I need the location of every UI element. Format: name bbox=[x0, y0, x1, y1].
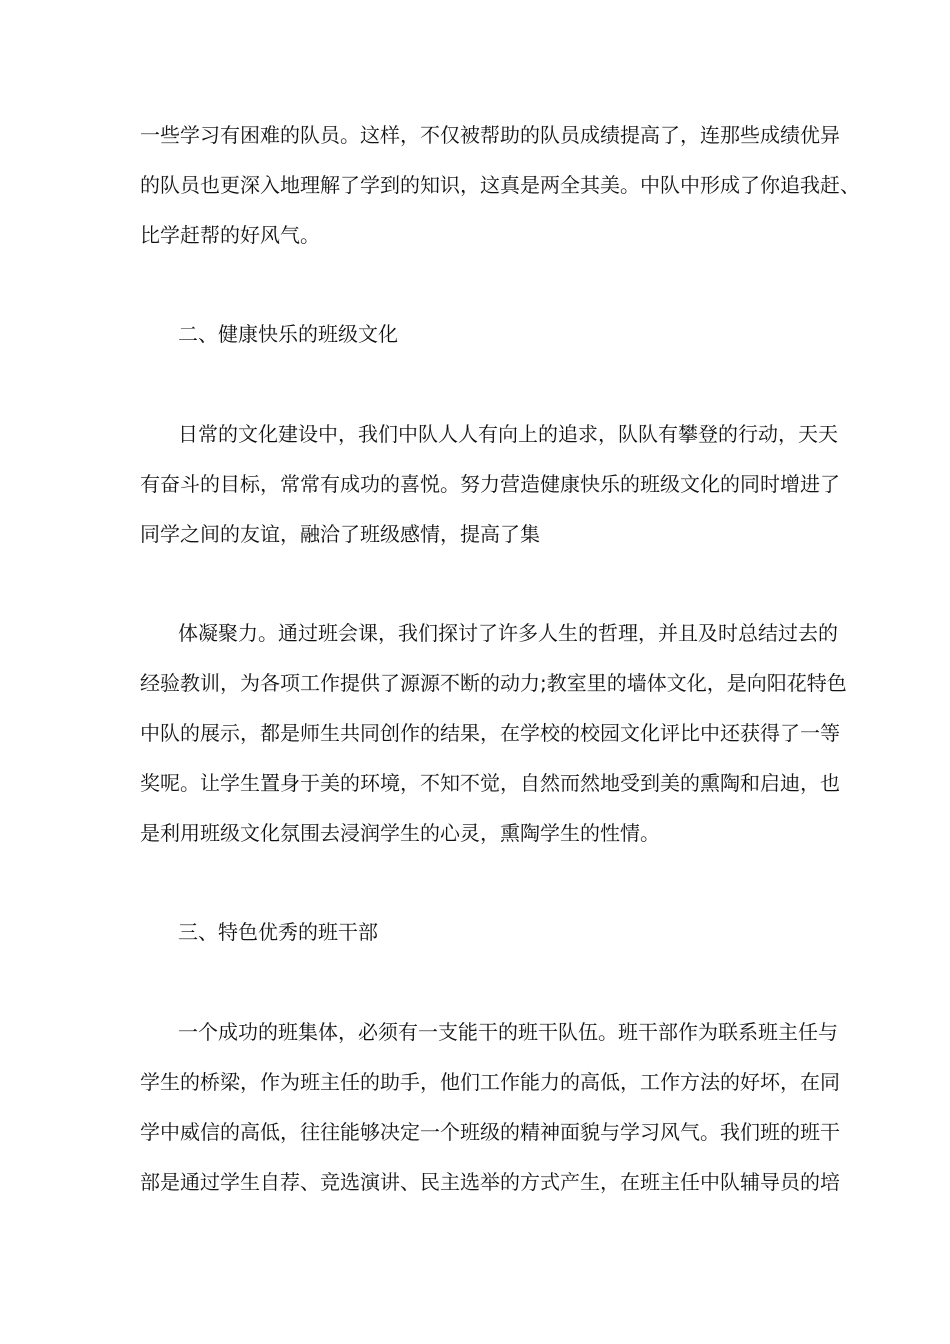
paragraph-line: 日常的文化建设中，我们中队人人有向上的追求，队队有攀登的行动，天天 bbox=[178, 422, 838, 446]
paragraph-line: 比学赶帮的好风气。 bbox=[140, 223, 320, 247]
paragraph-line: 体凝聚力。通过班会课，我们探讨了许多人生的哲理，并且及时总结过去的 bbox=[178, 621, 838, 645]
paragraph-line: 经验教训，为各项工作提供了源源不断的动力;教室里的墙体文化，是向阳花特色 bbox=[140, 671, 847, 695]
paragraph-line: 学中威信的高低，往往能够决定一个班级的精神面貌与学习风气。我们班的班干 bbox=[140, 1120, 840, 1144]
section-heading-3: 三、特色优秀的班干部 bbox=[178, 920, 378, 944]
paragraph-line: 有奋斗的目标，常常有成功的喜悦。努力营造健康快乐的班级文化的同时增进了 bbox=[140, 472, 840, 496]
section-heading-2: 二、健康快乐的班级文化 bbox=[178, 322, 398, 346]
paragraph-line: 奖呢。让学生置身于美的环境，不知不觉，自然而然地受到美的熏陶和启迪，也 bbox=[140, 771, 840, 795]
paragraph-line: 一些学习有困难的队员。这样，不仅被帮助的队员成绩提高了，连那些成绩优异 bbox=[140, 123, 840, 147]
paragraph-line: 同学之间的友谊，融洽了班级感情，提高了集 bbox=[140, 522, 540, 546]
paragraph-line: 的队员也更深入地理解了学到的知识，这真是两全其美。中队中形成了你追我赶、 bbox=[140, 173, 860, 197]
paragraph-line: 一个成功的班集体，必须有一支能干的班干队伍。班干部作为联系班主任与 bbox=[178, 1020, 838, 1044]
paragraph-line: 学生的桥梁，作为班主任的助手，他们工作能力的高低，工作方法的好坏，在同 bbox=[140, 1070, 840, 1094]
paragraph-line: 中队的展示，都是师生共同创作的结果，在学校的校园文化评比中还获得了一等 bbox=[140, 721, 840, 745]
paragraph-line: 是利用班级文化氛围去浸润学生的心灵，熏陶学生的性情。 bbox=[140, 821, 660, 845]
paragraph-line: 部是通过学生自荐、竞选演讲、民主选举的方式产生，在班主任中队辅导员的培 bbox=[140, 1170, 840, 1194]
